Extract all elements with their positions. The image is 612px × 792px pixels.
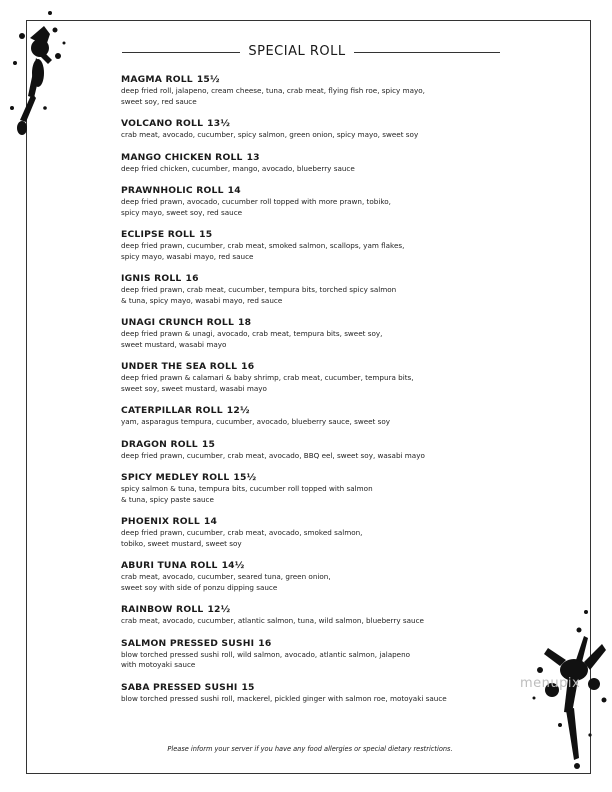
description-line: & tuna, spicy mayo, wasabi mayo, red sauce	[121, 295, 283, 305]
menu-item	[121, 74, 521, 107]
item-description	[121, 650, 521, 671]
item-name: ABURI TUNA ROLL	[121, 560, 218, 571]
item-name: CATERPILLAR ROLL	[121, 405, 223, 416]
description-line: deep fried prawn, cucumber, crab meat, avocado, BBQ eel, sweet soy, wasabi mayo	[121, 450, 425, 460]
menu-item	[121, 185, 521, 218]
watermark: menupix	[520, 676, 581, 691]
description-line: crab meat, avocado, cucumber, spicy salmon, green onion, spicy mayo, sweet soy	[121, 130, 419, 139]
item-price: 15	[199, 229, 213, 240]
item-heading	[121, 152, 521, 164]
item-name: MANGO CHICKEN ROLL	[121, 151, 243, 163]
item-name: RAINBOW ROLL	[121, 604, 204, 615]
menu-item	[121, 560, 521, 593]
section-header	[92, 42, 490, 62]
item-heading	[121, 472, 521, 484]
description-line: blow torched pressed sushi roll, mackerel, pickled ginger with salmon roe, motoyaki sauce	[121, 693, 447, 703]
item-heading	[121, 74, 521, 86]
item-description	[121, 241, 521, 262]
page-title: SPECIAL ROLL	[248, 44, 346, 59]
item-heading	[121, 560, 521, 572]
item-price: 15	[241, 681, 255, 693]
item-heading	[121, 516, 521, 528]
title-rule-left	[122, 52, 240, 53]
description-line: crab meat, avocado, cucumber, seared tuna, green onion,	[121, 572, 331, 581]
menu-item	[121, 472, 521, 505]
item-price: 14½	[221, 560, 245, 571]
ink-splatter-top-left	[0, 8, 80, 158]
description-line: deep fried prawn, cucumber, crab meat, avocado, smoked salmon,	[121, 528, 363, 537]
item-name: ECLIPSE ROLL	[121, 229, 196, 240]
item-heading	[121, 229, 521, 241]
menu-item	[121, 604, 521, 627]
item-description	[121, 329, 521, 350]
item-description	[121, 86, 521, 107]
menu-item	[121, 118, 521, 141]
description-line: with motoyaki sauce	[121, 660, 196, 669]
item-heading	[121, 405, 521, 417]
menu-item	[121, 273, 521, 306]
description-line: deep fried prawn, cucumber, crab meat, smoked salmon, scallops, yam flakes,	[121, 241, 405, 250]
menu-item	[121, 682, 521, 705]
ink-splatter-bottom-right	[524, 600, 612, 792]
item-name: IGNIS ROLL	[121, 273, 182, 284]
item-description	[121, 373, 521, 394]
item-price: 12½	[207, 604, 231, 615]
item-name: SPICY MEDLEY ROLL	[121, 472, 230, 483]
menu-item	[121, 439, 521, 462]
menu-item	[121, 361, 521, 394]
description-line: spicy salmon & tuna, tempura bits, cucumber roll topped with salmon	[121, 484, 373, 493]
item-description	[121, 285, 521, 306]
description-line: blow torched pressed sushi roll, wild salmon, avocado, atlantic salmon, jalapeno	[121, 649, 411, 659]
item-description	[121, 616, 521, 627]
allergy-note: Please inform your server if you have any food allergies or special dietary restrictions.	[167, 745, 453, 753]
item-heading	[121, 604, 521, 616]
description-line: deep fried prawn, avocado, cucumber roll topped with more prawn, tobiko,	[121, 197, 391, 206]
item-description	[121, 572, 521, 593]
item-price: 14	[203, 516, 218, 527]
item-heading	[121, 439, 521, 451]
description-line: spicy mayo, wasabi mayo, red sauce	[121, 251, 254, 261]
item-heading	[121, 682, 521, 694]
item-price: 14	[227, 185, 241, 196]
item-name: UNAGI CRUNCH ROLL	[121, 317, 235, 328]
item-price: 13	[246, 151, 260, 163]
description-line: crab meat, avocado, cucumber, atlantic salmon, tuna, wild salmon, blueberry sauce	[121, 616, 424, 625]
menu-item	[121, 405, 521, 428]
item-name: SALMON PRESSED SUSHI	[121, 637, 255, 649]
item-description	[121, 197, 521, 218]
item-description	[121, 130, 521, 141]
description-line: sweet soy, sweet mustard, wasabi mayo	[121, 383, 267, 393]
description-line: sweet mustard, wasabi mayo	[121, 339, 227, 349]
description-line: spicy mayo, sweet soy, red sauce	[121, 207, 243, 217]
item-price: 18	[238, 317, 252, 328]
description-line: deep fried prawn & calamari & baby shrimp, crab meat, cucumber, tempura bits,	[121, 373, 414, 382]
item-name: SABA PRESSED SUSHI	[121, 681, 238, 693]
item-name: MAGMA ROLL	[121, 74, 193, 85]
description-line: deep fried prawn, crab meat, cucumber, tempura bits, torched spicy salmon	[121, 285, 397, 294]
title-rule-right	[354, 52, 500, 53]
menu-item	[121, 152, 521, 175]
item-description	[121, 484, 521, 505]
item-heading	[121, 185, 521, 197]
item-price: 15½	[196, 74, 220, 85]
menu-item	[121, 317, 521, 350]
menu-item	[121, 229, 521, 262]
item-description	[121, 451, 521, 462]
item-price: 16	[241, 361, 255, 372]
item-description	[121, 164, 521, 175]
item-name: PHOENIX ROLL	[121, 516, 200, 527]
description-line: sweet soy, red sauce	[121, 96, 197, 106]
description-line: tobiko, sweet mustard, sweet soy	[121, 538, 242, 548]
item-price: 16	[185, 273, 199, 284]
item-description	[121, 694, 521, 705]
item-name: UNDER THE SEA ROLL	[121, 361, 238, 372]
item-price: 13½	[207, 118, 231, 129]
item-heading	[121, 638, 521, 650]
item-price: 15½	[233, 472, 257, 483]
item-name: DRAGON ROLL	[121, 438, 198, 450]
menu-item	[121, 638, 521, 671]
item-price: 12½	[226, 405, 250, 416]
description-line: deep fried prawn & unagi, avocado, crab meat, tempura bits, sweet soy,	[121, 329, 383, 338]
item-name: VOLCANO ROLL	[121, 118, 204, 129]
item-heading	[121, 361, 521, 373]
description-line: sweet soy with side of ponzu dipping sauce	[121, 582, 278, 592]
description-line: deep fried roll, jalapeno, cream cheese, tuna, crab meat, flying fish roe, spicy mayo,	[121, 86, 425, 95]
item-price: 15	[201, 438, 216, 450]
description-line: deep fried chicken, cucumber, mango, avocado, blueberry sauce	[121, 163, 355, 173]
menu-item	[121, 516, 521, 549]
item-heading	[121, 317, 521, 329]
description-line: & tuna, spicy paste sauce	[121, 494, 214, 504]
description-line: yam, asparagus tempura, cucumber, avocado, blueberry sauce, sweet soy	[121, 417, 391, 426]
item-price: 16	[258, 637, 272, 649]
menu-list	[121, 74, 521, 715]
item-heading	[121, 118, 521, 130]
item-description	[121, 528, 521, 549]
item-heading	[121, 273, 521, 285]
item-description	[121, 417, 521, 428]
item-name: PRAWNHOLIC ROLL	[121, 185, 224, 196]
